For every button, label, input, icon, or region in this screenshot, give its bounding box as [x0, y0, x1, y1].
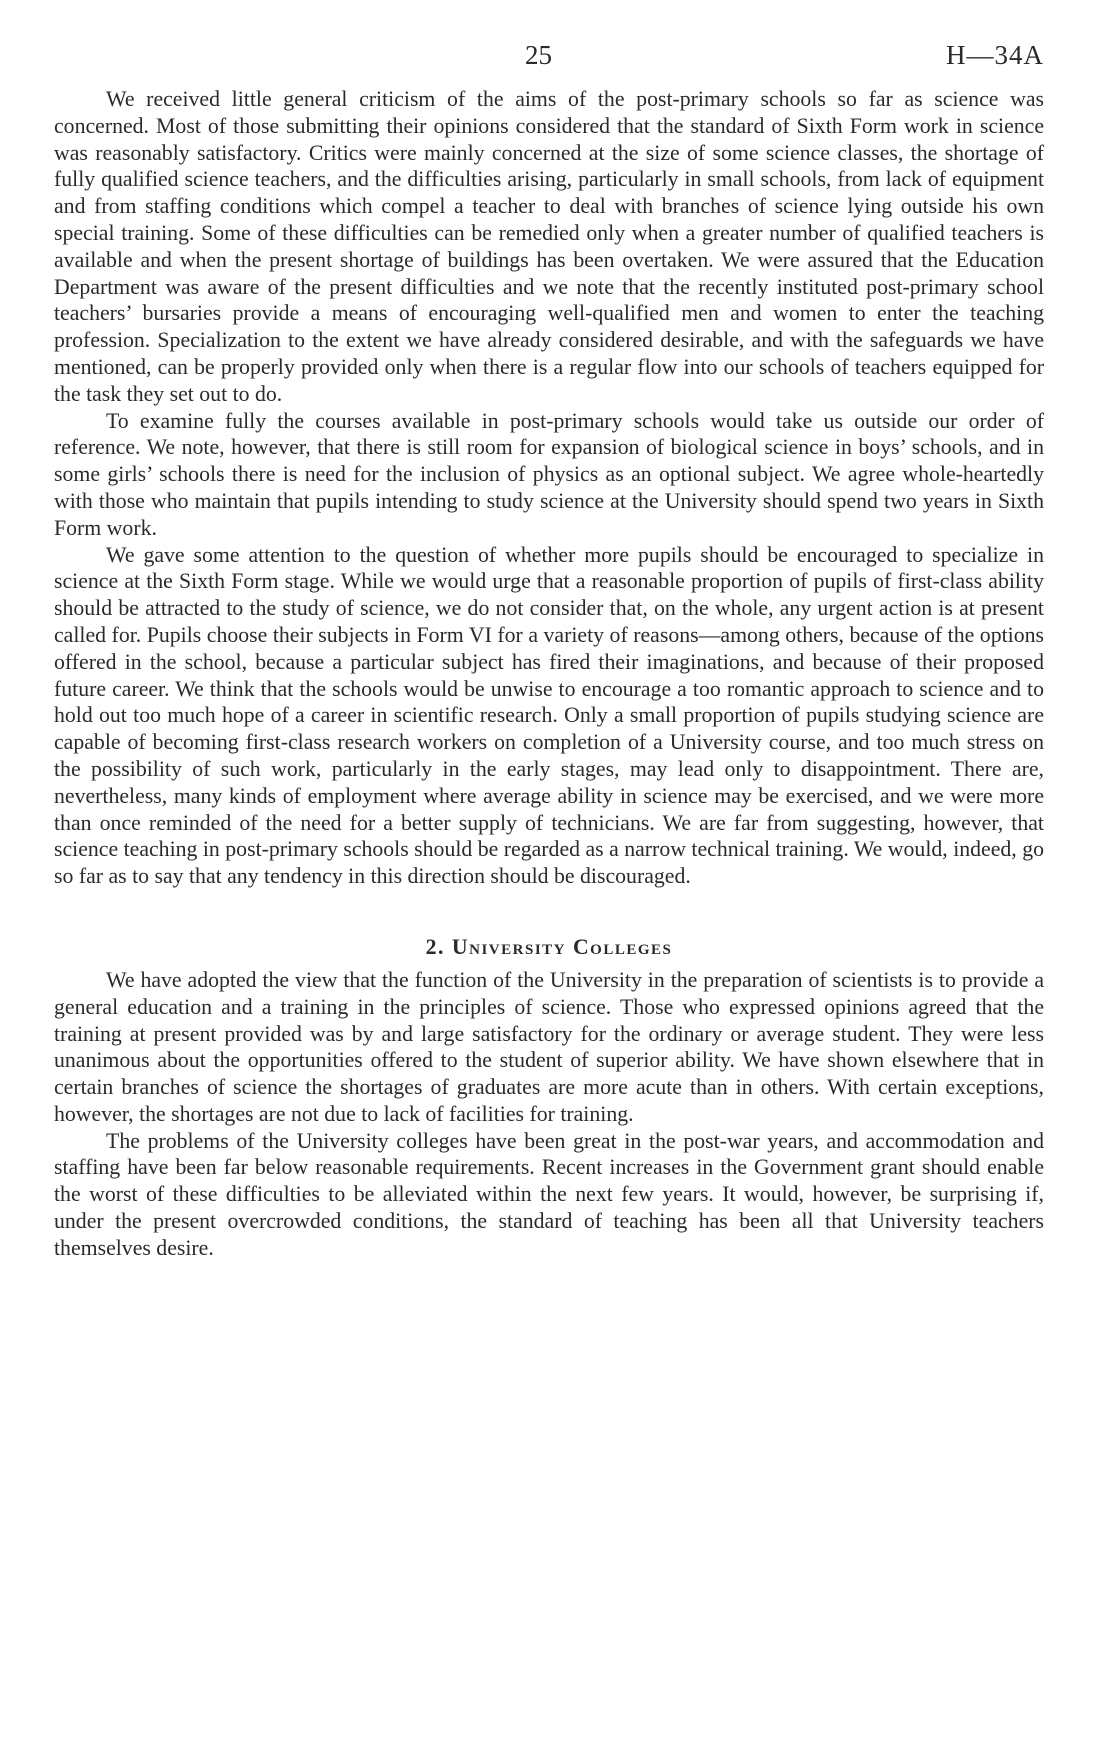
- paragraph: We have adopted the view that the function of the University in the preparation of scientists is to provide a general education and a training in the principles of science. Those who expressed opinions agreed that the training at present provided was by and large satisfactory for the ordinary or average student. They were less unanimous about the opportunities offered to the student of superior ability. We have shown elsewhere that in certain branches of science the shortages of graduates are more acute than in others. With certain exceptions, however, the shortages are not due to lack of facilities for training.: [54, 967, 1044, 1126]
- paragraph: To examine fully the courses available in post-primary schools would take us outside our order of reference. We note, however, that there is still room for expansion of biological science in boys’ schools, and in some girls’ schools there is need for the inclusion of physics as an optional subject. We agree whole-heartedly with those who maintain that pupils intending to study science at the University should spend two years in Sixth Form work.: [54, 408, 1044, 540]
- document-code: H—34A: [946, 40, 1044, 70]
- section-university-colleges: [54, 934, 1044, 1262]
- page-number: 25: [525, 40, 552, 70]
- paragraph: We received little general criticism of the aims of the post-primary schools so far as science was concerned. Most of those submitting their opinions considered that the standard of Sixth Form work in science was reasonably satisfactory. Critics were mainly concerned at the size of some science classes, the shortage of fully qualified science teachers, and the difficulties arising, particularly in small schools, from lack of equipment and from staffing conditions which compel a teacher to deal with branches of science lying outside his own special training. Some of these difficulties can be remedied only when a greater number of qualified teachers is available and when the present shortage of buildings has been overtaken. We were assured that the Education Department was aware of the present difficulties and we note that the recently instituted post-primary school teachers’ bursaries provide a means of encouraging well-qualified men and women to enter the teaching profession. Specialization to the extent we have already considered desirable, and with the safeguards we have mentioned, can be properly provided only when there is a regular flow into our schools of teachers equipped for the task they set out to do.: [54, 87, 1044, 406]
- paragraph: We gave some attention to the question of whether more pupils should be encouraged to specialize in science at the Sixth Form stage. While we would urge that a reasonable proportion of pupils of first-class ability should be attracted to the study of science, we do not consider that, on the whole, any urgent action is at present called for. Pupils choose their subjects in Form VI for a variety of reasons—among others, because of the options offered in the school, because a particular subject has fired their imaginations, and because of their proposed future career. We think that the schools would be unwise to encourage a too romantic approach to science and to hold out too much hope of a career in scientific research. Only a small proportion of pupils studying science are capable of becoming first-class research workers on completion of a University course, and too much stress on the possibility of such work, particularly in the early stages, may lead only to disappointment. There are, nevertheless, many kinds of employment where average ability in science may be exercised, and we were more than once reminded of the need for a better supply of technicians. We are far from suggesting, however, that science teaching in post-primary schools should be regarded as a narrow technical training. We would, indeed, go so far as to say that any tendency in this direction should be discouraged.: [54, 542, 1044, 889]
- section-post-primary: [54, 86, 1044, 890]
- section-heading: 2. University Colleges: [425, 934, 673, 959]
- page-header: [54, 40, 1044, 86]
- paragraph: The problems of the University colleges have been great in the post-war years, and accommodation and staffing have been far below reasonable requirements. Recent increases in the Government grant should enable the worst of these difficulties to be alleviated within the next few years. It would, however, be surprising if, under the present overcrowded conditions, the standard of teaching has been all that University teachers themselves desire.: [54, 1128, 1044, 1260]
- document-page: [54, 40, 1044, 1262]
